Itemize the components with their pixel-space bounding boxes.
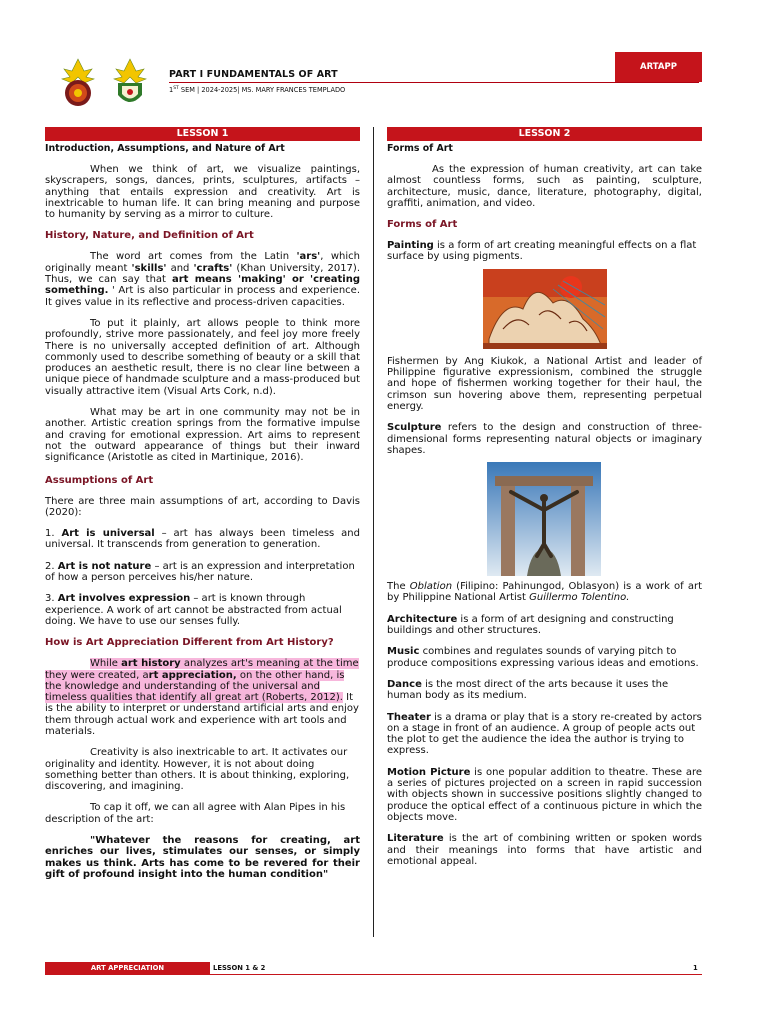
theater-text: is a drama or play that is a story re-created by actors on a stage in front of an audience. A group of people acts out the plot to get the audience the idea the author is trying to express.	[387, 711, 702, 757]
lesson-1-title: Introduction, Assumptions, and Nature of Art	[45, 143, 285, 154]
appreciation-text-1: While	[90, 658, 122, 670]
fishermen-painting-image	[483, 269, 702, 349]
sculpture-definition	[387, 422, 702, 456]
music-term: Music	[387, 646, 420, 658]
three-assumptions-intro: There are three main assumptions of art, according to Davis (2020):	[45, 495, 360, 518]
word-art-paragraph	[45, 251, 360, 307]
literature-term: Literature	[387, 833, 444, 845]
assumption-1	[45, 528, 360, 551]
theater-definition	[387, 712, 702, 757]
assumption-2	[45, 561, 360, 584]
painting-caption: Fishermen by Ang Kiukok, a National Artist and leader of Philippine figurative expressionism, combined the struggle and hope of fishermen working together for their haul, the crimson sun hovering above them, representing perpetual energy.	[387, 355, 702, 412]
oblation-statue-icon	[487, 462, 601, 576]
music-definition	[387, 646, 702, 669]
theater-term: Theater	[387, 711, 431, 723]
literature-text: is the art of combining written or spoken words and their meanings into forms that have artistic and emotional appeal.	[387, 833, 702, 867]
appreciation-art-appreciation: rt appreciation,	[148, 669, 237, 681]
semester-suffix: ST	[173, 86, 179, 91]
oblation-text-2: (Filipino: Pahinungod, Oblasyon) is a work of art by Philippine National Artist	[387, 581, 702, 604]
course-code-badge: ARTAPP	[615, 52, 702, 82]
motion-picture-term: Motion Picture	[387, 766, 471, 778]
assumption-3-term: Art involves expression	[57, 593, 191, 605]
semester-info	[169, 86, 345, 94]
word-skills: 'skills'	[131, 262, 167, 274]
document-title: PART I FUNDAMENTALS OF ART	[169, 69, 338, 80]
footer-divider	[45, 974, 702, 975]
sculpture-term: Sculpture	[387, 422, 442, 434]
assumption-2-term: Art is not nature	[57, 560, 152, 572]
oblation-image	[487, 462, 702, 576]
painting-text: is a form of art creating meaningful effects on a flat surface by using pigments.	[387, 240, 697, 263]
appreciation-text-4: It is the ability to interpret or understand artificial arts and enjoy them through actual work and experience with art tools and materials.	[45, 692, 359, 737]
capoff-paragraph: To cap it off, we can all agree with Alan Pipes in his description of the art:	[45, 802, 346, 825]
word-crafts: 'crafts'	[193, 262, 233, 274]
oblation-caption	[387, 581, 702, 604]
fishermen-painting-icon	[483, 269, 607, 349]
column-divider	[373, 127, 374, 937]
assumption-1-text: – art has always been timeless and universal. It transcends from generation to generation.	[45, 528, 360, 551]
architecture-text: is a form of art designing and constructing buildings and other structures.	[387, 613, 674, 637]
assumption-3-text: – art is known through experience. A work of art cannot be abstracted from actual doing. We have to use our senses fully.	[45, 593, 342, 627]
assumption-3-number: 3.	[45, 593, 58, 605]
lesson-1-column	[45, 127, 360, 880]
header-divider	[169, 82, 699, 83]
word-text-2: , which originally meant	[45, 251, 360, 274]
semester-details: SEM | 2024-2025| MS. MARY FRANCES TEMPLADO	[178, 86, 346, 95]
footer-lessons: LESSON 1 & 2	[213, 964, 266, 972]
alan-pipes-quote: "Whatever the reasons for creating, art enriches our lives, stimulates our senses, or simply makes us think. Arts has come to be revered for their gift of profound insight into the human condition"	[45, 835, 360, 880]
creativity-paragraph: Creativity is also inextricable to art. It activates our originality and identity. However, it is not about doing something better than others. It is about thinking, exploring, discovering, and imagining.	[45, 747, 350, 793]
lesson-2-column	[387, 127, 702, 867]
architecture-term: Architecture	[387, 613, 458, 625]
assumption-2-number: 2.	[45, 560, 58, 572]
semester-number: 1	[169, 86, 174, 95]
oblation-title: Oblation	[409, 581, 453, 593]
word-text-1: The word art comes from the Latin	[90, 251, 297, 263]
page-number: 1	[693, 964, 698, 972]
word-means: art means 'making' or 'creating something.	[45, 274, 360, 297]
assumptions-heading: Assumptions of Art	[45, 474, 154, 486]
motion-picture-text: is one popular addition to theatre. These are a series of pictures projected on a screen in rapid succession with objects shown in successive positions slightly changed to produce the optical effect of a continuous picture in which the objects move.	[387, 766, 702, 823]
university-seal-icon	[56, 55, 156, 110]
history-heading: History, Nature, and Definition of Art	[45, 230, 254, 242]
plainly-paragraph: To put it plainly, art allows people to think more profoundly, strive more passionately, and feel joy more freely There is no universally accepted definition of art. Although commonly used to describe something of beauty or a skill that produces an aesthetic result, there is no clear line between a unique piece of handmade sculpture and a mass-produced but visually attractive item (Visual Arts Cork, n.d).	[45, 317, 360, 397]
painting-term: Painting	[387, 240, 434, 252]
literature-definition	[387, 833, 702, 867]
appreciation-heading: How is Art Appreciation Different from Art History?	[45, 637, 334, 649]
assumption-3	[45, 593, 360, 627]
assumption-1-number: 1.	[45, 528, 62, 540]
word-text-4: (Khan University, 2017). Thus, we can say that	[45, 262, 361, 286]
oblation-artist: Guillermo Tolentino.	[529, 592, 630, 604]
community-paragraph: What may be art in one community may not be in another. Artistic creation springs from the formative impulse and craving for emotional expression. Art aims to represent not the outward appearance of things but their inward significance (Aristotle as cited in Martinique, 2016).	[45, 407, 360, 464]
appreciation-text-3: on the other hand, is the knowledge and understanding of the universal and timeless qualities that identify all great art (Roberts, 2012).	[45, 669, 345, 704]
lesson-2-bar: LESSON 2	[387, 127, 702, 141]
footer-course-bar: ART APPRECIATION	[45, 962, 210, 974]
institution-logos	[56, 55, 156, 110]
sculpture-text: refers to the design and construction of three-dimensional forms representing natural objects or imaginary shapes.	[387, 422, 702, 456]
word-text-5: ' Art is also particular in process and experience. It gives value in its reflective and process-driven capacities.	[45, 285, 360, 308]
word-text-3: and	[166, 262, 194, 274]
assumption-2-text: – art is an expression and interpretation of how a person perceives his/her nature.	[45, 560, 355, 584]
appreciation-paragraph	[45, 658, 360, 737]
dance-term: Dance	[387, 678, 422, 690]
appreciation-text-2: analyzes art's meaning at the time they were created, a	[45, 658, 359, 681]
assumption-1-term: Art is universal	[61, 528, 155, 540]
lesson-1-bar: LESSON 1	[45, 127, 360, 141]
architecture-definition	[387, 614, 702, 637]
word-ars: 'ars'	[296, 251, 321, 263]
motion-picture-definition	[387, 767, 702, 823]
lesson-2-intro: As the expression of human creativity, art can take almost countless forms, such as painting, sculpture, architecture, music, dance, literature, photography, digital, graffiti, animation, and video.	[387, 164, 702, 209]
forms-heading: Forms of Art	[387, 219, 458, 231]
oblation-text-1: The	[387, 581, 410, 593]
lesson-1-intro: When we think of art, we visualize paintings, skyscrapers, songs, dances, prints, sculptures, artifacts – anything that entails expression and creativity. Art is inextricable to human life. It can bring meaning and purpose to humanity by serving as a mirror to culture.	[45, 164, 360, 221]
music-text: combines and regulates sounds of varying pitch to produce compositions expressing various ideas and emotions.	[387, 646, 699, 669]
lesson-2-title: Forms of Art	[387, 143, 453, 154]
dance-definition	[387, 679, 702, 702]
painting-definition	[387, 240, 702, 263]
appreciation-art-history: art history	[121, 658, 181, 670]
dance-text: is the most direct of the arts because it uses the human body as its medium.	[387, 678, 669, 702]
